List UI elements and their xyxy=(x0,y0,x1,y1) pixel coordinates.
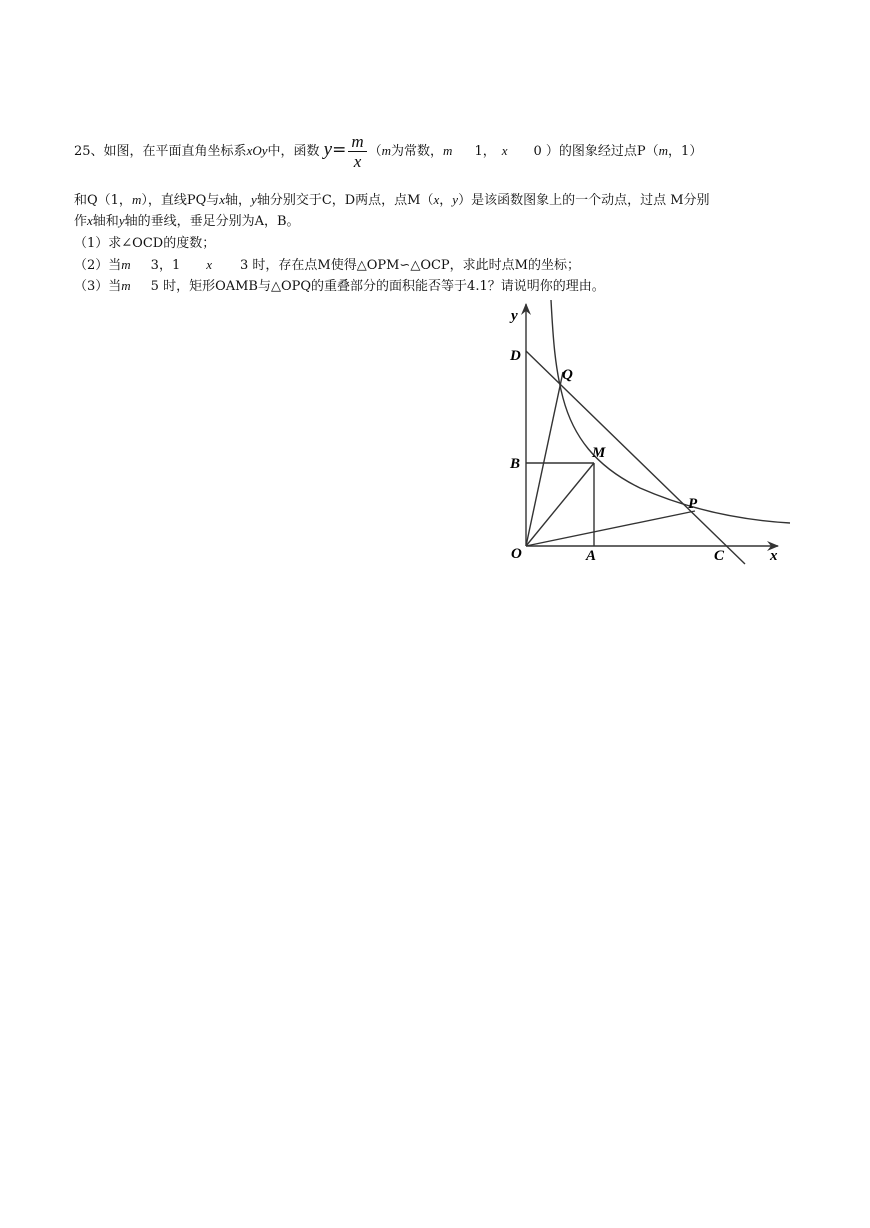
var-m: m xyxy=(381,143,392,158)
var-m: m xyxy=(131,192,142,207)
equals-sign: = xyxy=(332,140,347,160)
var-m: m xyxy=(658,143,669,158)
text-span: 和Q（1， xyxy=(74,193,132,208)
label-c: C xyxy=(714,548,725,564)
text-span: 中，函数 xyxy=(267,144,320,159)
text-span: 1， xyxy=(474,144,496,159)
label-p: P xyxy=(688,496,698,512)
var-m: m xyxy=(443,143,453,158)
text-span: （3）当 xyxy=(74,279,122,294)
hyperbola-curve xyxy=(551,300,790,523)
geometry-figure xyxy=(500,298,795,566)
segment-oq xyxy=(526,372,563,546)
label-a: A xyxy=(586,548,597,564)
line-pq xyxy=(526,351,745,564)
text-span: ），直线PQ与 xyxy=(141,193,220,208)
label-q: Q xyxy=(562,367,573,383)
text-span: （ xyxy=(368,144,382,159)
label-b: B xyxy=(510,456,521,472)
problem-number: 25、 xyxy=(74,144,104,159)
fraction-denominator: x xyxy=(353,152,362,171)
var-m: m xyxy=(121,257,131,272)
text-span: 5 时，矩形OAMB与△OPQ的重叠部分的面积能否等于4.1？请说明你的理由。 xyxy=(150,279,605,294)
question-2 xyxy=(74,256,580,275)
problem-line-3 xyxy=(74,212,300,231)
text-span: 轴， xyxy=(225,193,252,208)
var-m: m xyxy=(121,278,131,293)
question-3 xyxy=(74,277,605,296)
segment-op xyxy=(526,511,695,546)
text-span: 轴和 xyxy=(92,214,119,229)
fraction-m-over-x xyxy=(348,132,366,171)
label-d: D xyxy=(510,348,521,364)
text-span: 为常数， xyxy=(391,144,444,159)
var-y: y xyxy=(323,139,333,160)
text-span: ， xyxy=(439,193,453,208)
var-y: y xyxy=(452,192,459,207)
label-m: M xyxy=(592,445,606,461)
problem-line-1 xyxy=(74,132,702,171)
var-x: x xyxy=(87,213,93,228)
text-span: 0 ）的图象经过点P（ xyxy=(533,144,659,159)
text-span: 作 xyxy=(74,214,88,229)
label-y: y xyxy=(511,308,518,324)
text-span: 如图，在平面直角坐标系 xyxy=(103,144,247,159)
label-x: x xyxy=(770,548,778,564)
text-span: 轴的垂线，垂足分别为A，B。 xyxy=(124,214,300,229)
var-xoy: xOy xyxy=(246,143,268,158)
var-x: x xyxy=(433,192,440,207)
text-span: 3，1 xyxy=(150,258,181,273)
label-o: O xyxy=(511,546,522,562)
var-x: x xyxy=(219,192,226,207)
fraction-numerator: m xyxy=(348,132,366,152)
var-x: x xyxy=(501,143,508,158)
text-span: 轴分别交于C，D两点，点M（ xyxy=(256,193,434,208)
problem-line-2 xyxy=(74,191,710,210)
question-1-text: （1）求∠OCD的度数； xyxy=(74,236,216,251)
var-y: y xyxy=(118,213,125,228)
var-y: y xyxy=(251,192,257,207)
var-x: x xyxy=(206,257,212,272)
text-span: ）是该函数图象上的一个动点，过点 M分别 xyxy=(458,193,710,208)
question-1 xyxy=(74,235,215,253)
text-span: ，1） xyxy=(668,144,703,159)
text-span: 3 时，存在点M使得△OPM∽△OCP，求此时点M的坐标； xyxy=(240,258,580,273)
text-span: （2）当 xyxy=(74,258,122,273)
